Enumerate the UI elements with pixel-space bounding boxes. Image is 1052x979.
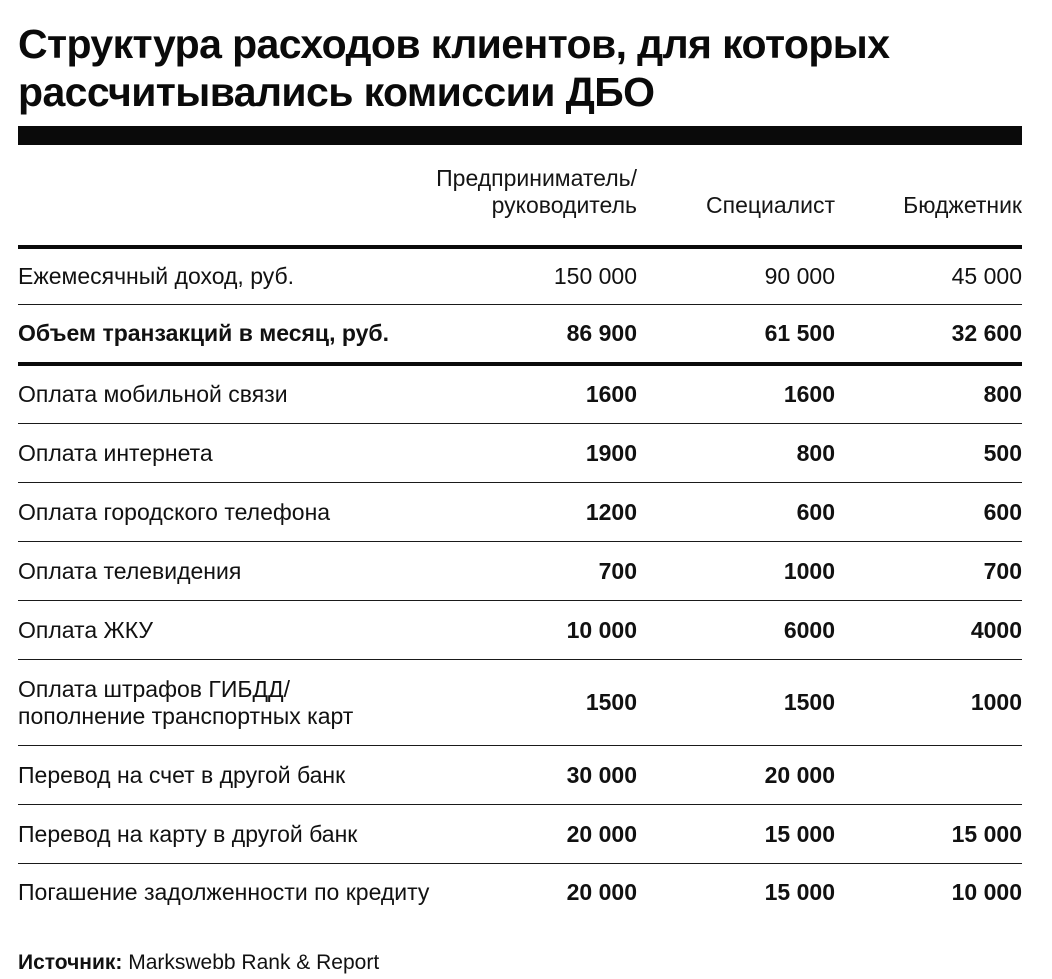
table-row: [18, 864, 1022, 920]
row-value: 1500: [783, 689, 835, 715]
row-label: Оплата ЖКУ: [18, 616, 154, 643]
row-value: 1000: [970, 689, 1022, 715]
table-row: [18, 805, 1022, 864]
row-value: 45 000: [951, 263, 1022, 289]
row-value: 20 000: [566, 878, 637, 905]
table-row: [18, 424, 1022, 483]
column-header-entrepreneur: Предприниматель/ руководитель: [436, 165, 637, 218]
row-value: 800: [983, 381, 1022, 407]
row-label: Оплата интернета: [18, 439, 213, 466]
row-label: Оплата телевидения: [18, 557, 242, 584]
row-value: 1200: [585, 498, 637, 525]
row-label: Погашение задолженности по кредиту: [18, 878, 430, 905]
header-rule: [18, 126, 1022, 145]
row-value: 1600: [783, 381, 835, 407]
table-row: [18, 483, 1022, 542]
row-value: 86 900: [566, 320, 637, 346]
source-text: Markswebb Rank & Report: [128, 951, 380, 974]
page-title: Структура расходов клиентов, для которых рассчитывались комиссии ДБО: [18, 21, 890, 115]
table-row: [18, 305, 1022, 366]
row-value: 15 000: [764, 820, 835, 847]
row-label: Перевод на счет в другой банк: [18, 761, 346, 788]
row-value: 4000: [970, 616, 1022, 643]
row-label: Объем транзакций в месяц, руб.: [18, 320, 389, 346]
row-value: [852, 746, 1022, 804]
column-header-public-sector: Бюджетник: [903, 192, 1022, 218]
row-value: 6000: [783, 616, 835, 643]
row-label: Перевод на карту в другой банк: [18, 820, 358, 847]
row-value: 1000: [783, 557, 835, 584]
row-value: 30 000: [566, 761, 637, 788]
row-label: Ежемесячный доход, руб.: [18, 263, 295, 289]
row-label: Оплата мобильной связи: [18, 381, 288, 407]
row-value: 90 000: [764, 263, 835, 289]
row-value: 1600: [585, 381, 637, 407]
row-value: 700: [598, 557, 637, 584]
source-note: [18, 950, 379, 976]
row-value: 1900: [585, 439, 637, 466]
row-value: 20 000: [764, 761, 835, 788]
row-value: 500: [983, 439, 1022, 466]
row-value: 10 000: [566, 616, 637, 643]
table-row: [18, 249, 1022, 305]
row-label: Оплата городского телефона: [18, 498, 331, 525]
row-value: 15 000: [764, 878, 835, 905]
table-row: [18, 660, 1022, 746]
row-value: 10 000: [951, 878, 1022, 905]
row-value: 20 000: [566, 820, 637, 847]
row-value: 600: [796, 498, 835, 525]
row-value: 800: [796, 439, 835, 466]
table-row: [18, 601, 1022, 660]
table-row: [18, 746, 1022, 805]
row-value: 15 000: [951, 820, 1022, 847]
table-row: [18, 542, 1022, 601]
row-label: Оплата штрафов ГИБДД/ пополнение транспортных карт: [18, 675, 354, 729]
row-value: 1500: [585, 689, 637, 715]
table-body: [18, 249, 1022, 920]
row-value: 61 500: [764, 320, 835, 346]
table-row: [18, 366, 1022, 424]
row-value: 600: [983, 498, 1022, 525]
table-header: [18, 145, 1022, 245]
row-value: 32 600: [951, 320, 1022, 346]
column-header-specialist: Специалист: [706, 192, 835, 218]
row-value: 150 000: [553, 263, 637, 289]
source-label: Источник:: [18, 951, 123, 974]
row-value: 700: [983, 557, 1022, 584]
